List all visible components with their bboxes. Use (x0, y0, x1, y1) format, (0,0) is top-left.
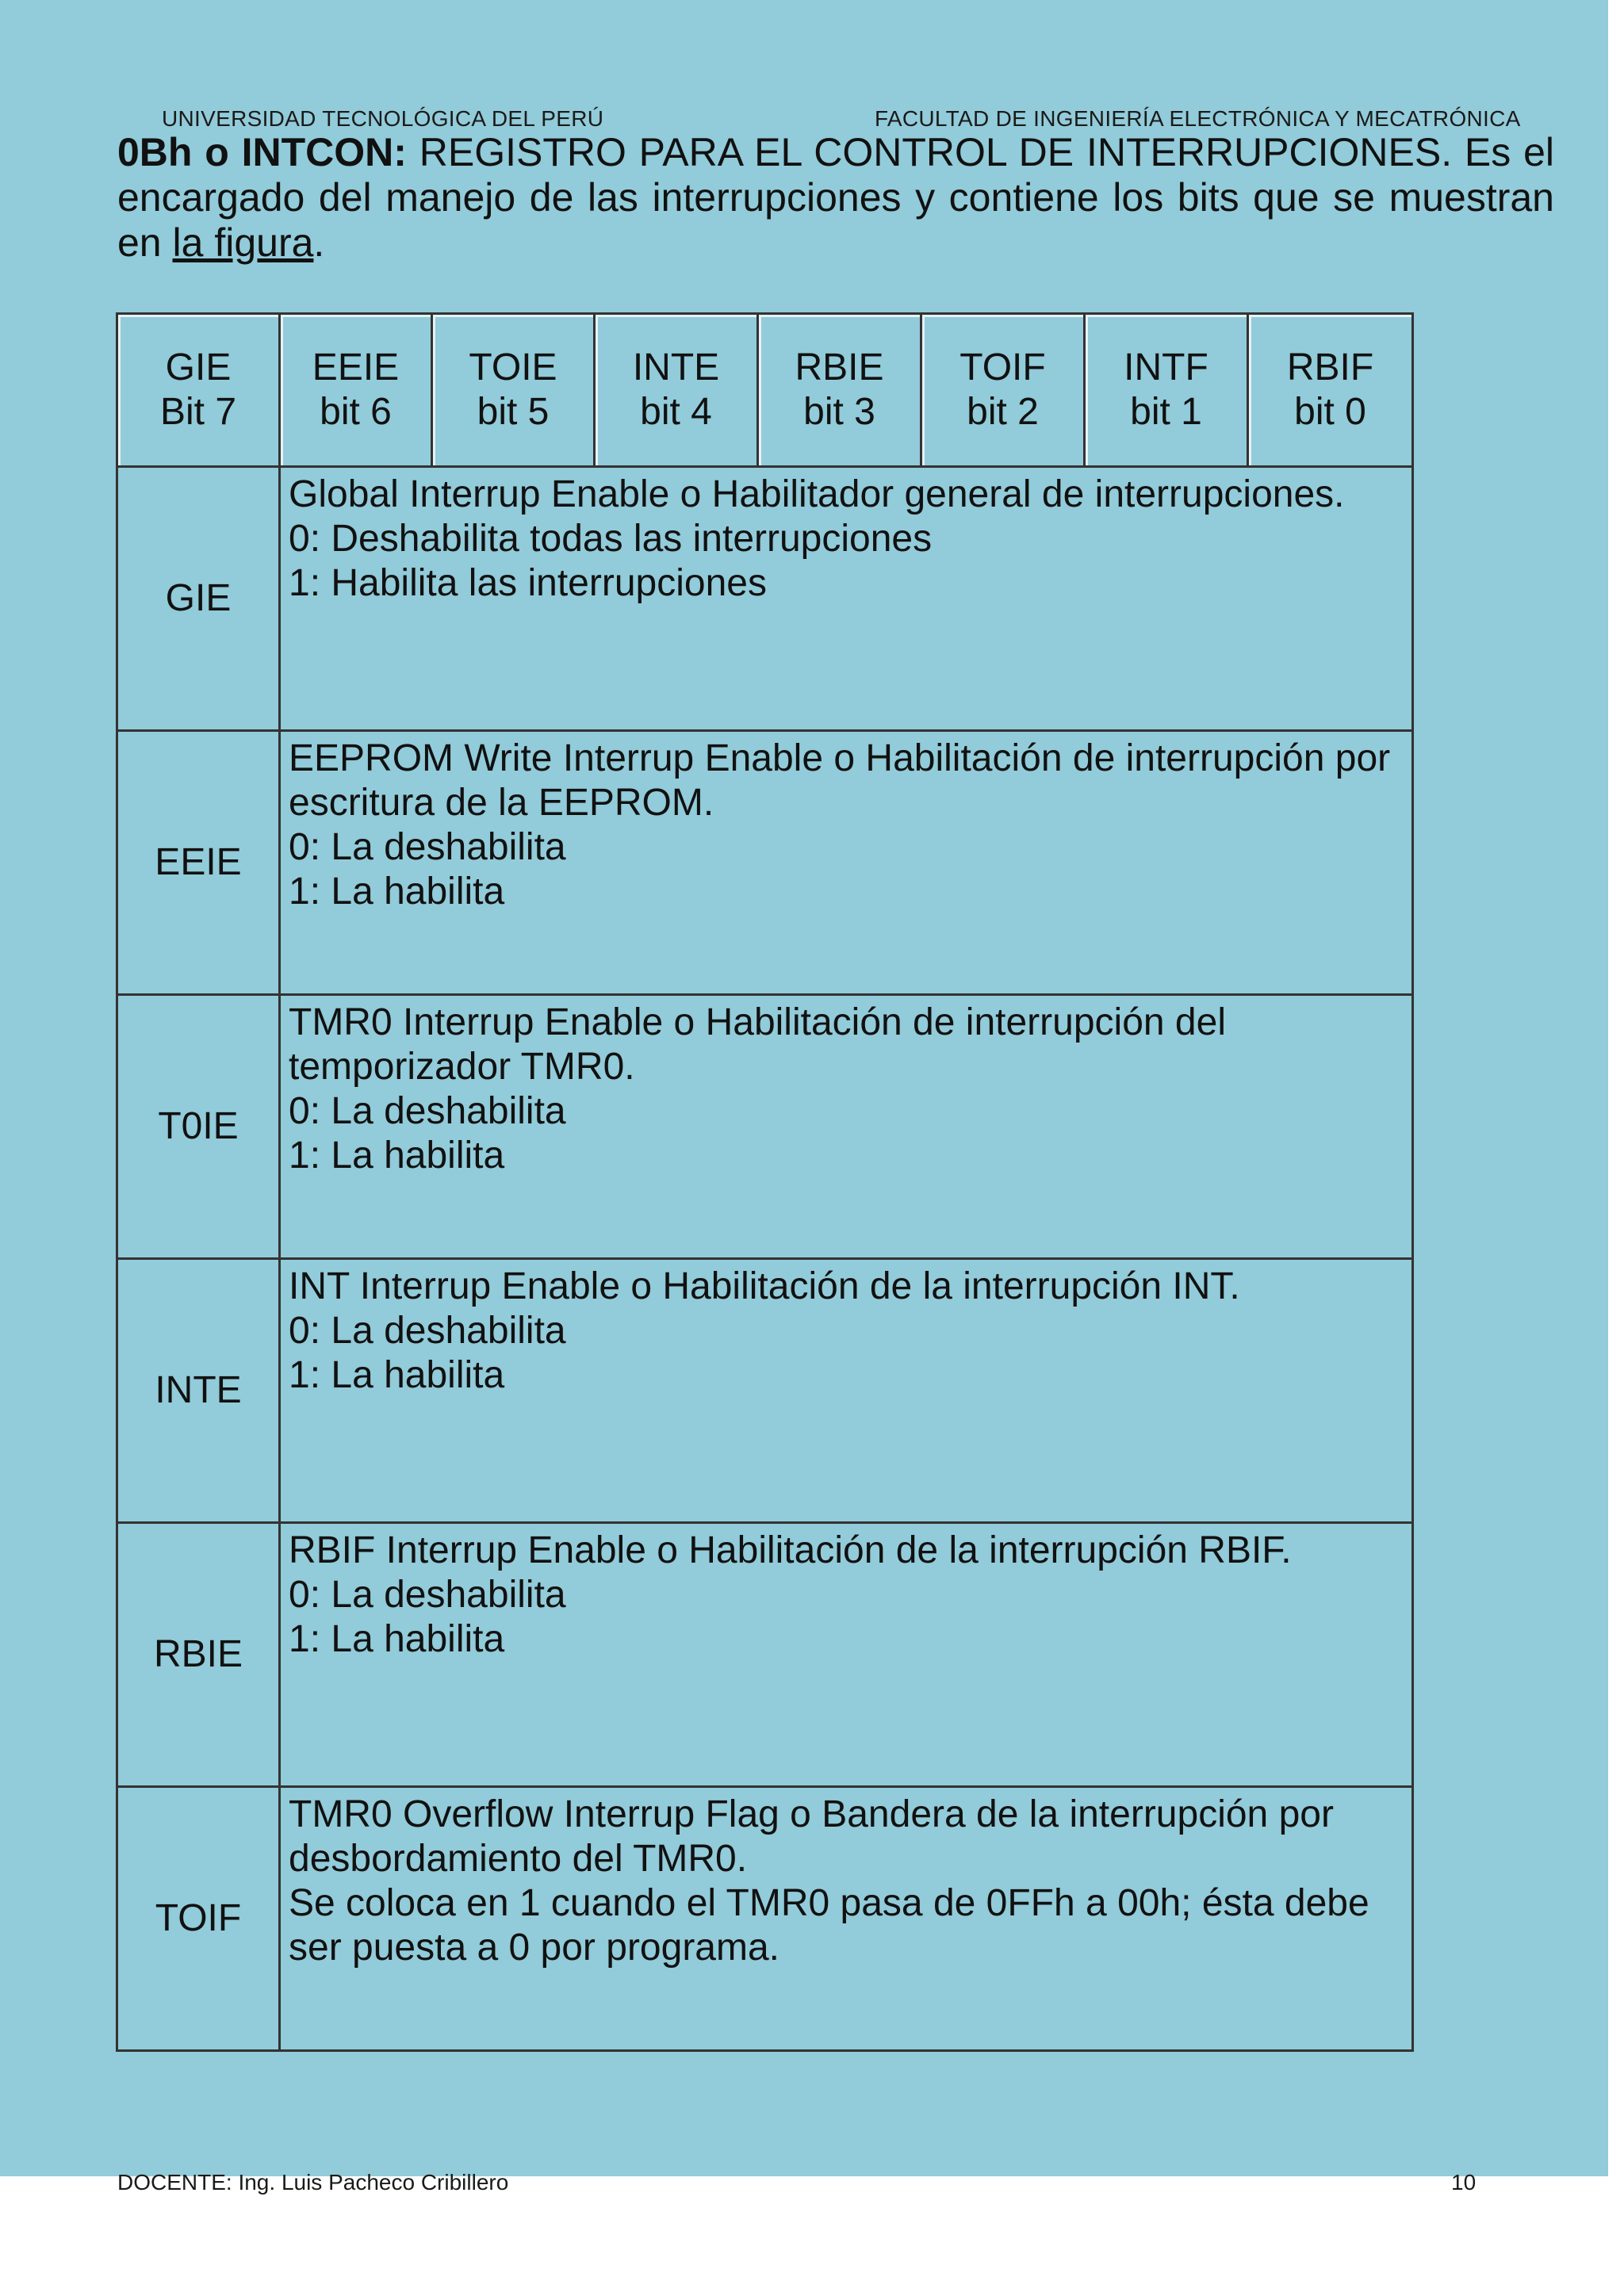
bit-cell-toie (432, 314, 595, 467)
bit-position: bit 4 (640, 391, 712, 433)
bit-position: bit 0 (1294, 391, 1366, 433)
description-line: ser puesta a 0 por programa. (289, 1927, 780, 1969)
description-line: 1: La habilita (289, 1618, 505, 1660)
description-line: 0: La deshabilita (289, 1090, 566, 1132)
description-line: 0: La deshabilita (289, 1310, 566, 1352)
description-bit-name: GIE (117, 467, 280, 731)
description-text (280, 1787, 1413, 2051)
description-line: 0: La deshabilita (289, 826, 566, 868)
description-text (280, 995, 1413, 1259)
bit-cell-eeie (280, 314, 432, 467)
description-bit-name: RBIE (117, 1523, 280, 1787)
page-number: 10 (1451, 2170, 1477, 2195)
description-text (280, 1259, 1413, 1523)
description-row-toif (117, 1787, 1413, 2051)
bit-cell-inte (595, 314, 758, 467)
header-university: UNIVERSIDAD TECNOLÓGICA DEL PERÚ (162, 106, 604, 131)
bit-cell-rbif (1248, 314, 1413, 467)
description-line: TMR0 Overflow Interrup Flag o Bandera de la interrupción por (289, 1793, 1334, 1835)
intcon-register-table (116, 312, 1414, 2052)
bit-cell-intf (1085, 314, 1248, 467)
intro-text: REGISTRO PARA EL CONTROL DE INTERRUPCIONES. Es el encargado del manejo de las interrupciones y contiene los bits que se muestran en (117, 130, 1554, 265)
bit-position: bit 5 (477, 391, 550, 433)
description-bit-name: EEIE (117, 731, 280, 995)
footer-teacher: DOCENTE: Ing. Luis Pacheco Cribillero (117, 2170, 509, 2195)
bit-name: EEIE (312, 346, 400, 388)
description-line: 0: Deshabilita todas las interrupciones (289, 518, 933, 560)
bit-name: RBIF (1286, 346, 1374, 388)
bit-position: bit 2 (967, 391, 1039, 433)
bit-name: INTF (1124, 346, 1208, 388)
description-row-gie (117, 467, 1413, 731)
description-line: 1: La habilita (289, 871, 505, 913)
bit-cell-rbie (758, 314, 921, 467)
description-line: 1: La habilita (289, 1354, 505, 1396)
description-row-eeie (117, 731, 1413, 995)
description-line: 1: Habilita las interrupciones (289, 562, 767, 604)
figure-link[interactable]: la figura (172, 220, 314, 265)
description-line: 1: La habilita (289, 1135, 505, 1177)
description-text (280, 731, 1413, 995)
description-line: desbordamiento del TMR0. (289, 1838, 748, 1880)
description-text (280, 467, 1413, 731)
description-bit-name: TOIF (117, 1787, 280, 2051)
bit-position: bit 3 (803, 391, 875, 433)
bit-name: INTE (632, 346, 720, 388)
header-faculty: FACULTAD DE INGENIERÍA ELECTRÓNICA Y MECATRÓNICA (875, 106, 1521, 131)
description-line: RBIF Interrup Enable o Habilitación de la interrupción RBIF. (289, 1529, 1292, 1571)
bit-name: RBIE (795, 346, 884, 388)
bit-position: bit 6 (320, 391, 392, 433)
description-bit-name: INTE (117, 1259, 280, 1523)
intro-end: . (313, 220, 325, 265)
intro-register-label: 0Bh o INTCON: (117, 130, 407, 174)
description-line: escritura de la EEPROM. (289, 782, 714, 824)
intro-paragraph (117, 130, 1554, 266)
bit-name: TOIE (469, 346, 557, 388)
description-text (280, 1523, 1413, 1787)
description-row-rbie (117, 1523, 1413, 1787)
bit-position: bit 1 (1130, 391, 1202, 433)
description-line: Se coloca en 1 cuando el TMR0 pasa de 0FFh a 00h; ésta debe (289, 1882, 1369, 1924)
description-line: temporizador TMR0. (289, 1046, 635, 1088)
bit-header-row (117, 314, 1413, 467)
description-line: EEPROM Write Interrup Enable o Habilitación de interrupción por (289, 737, 1391, 779)
bit-name: GIE (165, 346, 232, 388)
bit-position: Bit 7 (159, 391, 237, 433)
description-line: INT Interrup Enable o Habilitación de la interrupción INT. (289, 1265, 1240, 1307)
bit-cell-gie (117, 314, 280, 467)
description-row-inte (117, 1259, 1413, 1523)
description-row-t0ie (117, 995, 1413, 1259)
bit-name: TOIF (959, 346, 1046, 388)
bit-cell-toif (921, 314, 1085, 467)
description-line: 0: La deshabilita (289, 1574, 566, 1616)
description-line: TMR0 Interrup Enable o Habilitación de interrupción del (289, 1001, 1226, 1043)
description-bit-name: T0IE (117, 995, 280, 1259)
description-line: Global Interrup Enable o Habilitador general de interrupciones. (289, 473, 1345, 515)
